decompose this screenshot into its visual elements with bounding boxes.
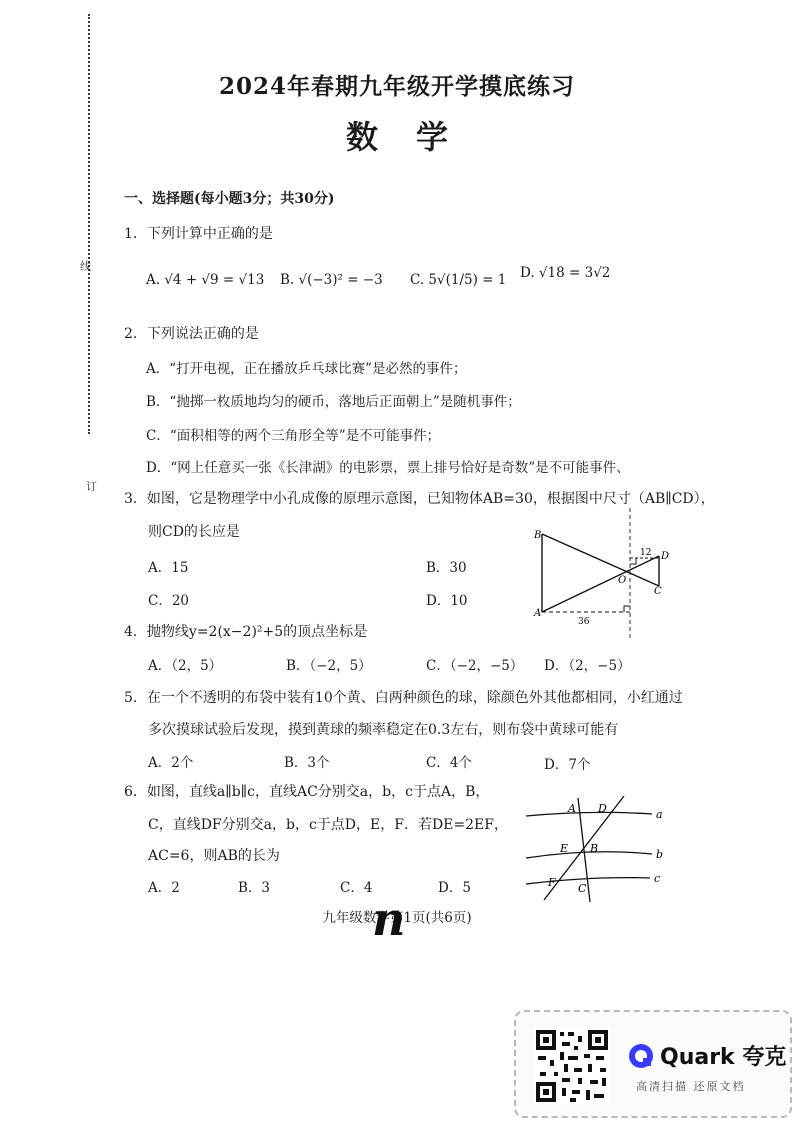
label-a: A: [534, 608, 542, 619]
qr-code-icon: [534, 1028, 610, 1104]
question-2-option-d: D．“网上任意买一张《长津湖》的电影票，票上排号恰好是奇数”是不可能事件、: [146, 460, 630, 476]
binding-mark-line: 线: [80, 260, 91, 273]
pinhole-diagram: [526, 508, 676, 640]
question-5-option-a: A．2个: [148, 755, 194, 771]
question-6-option-b: B．3: [238, 880, 271, 896]
question-4-option-c: C．（−2，−5）: [426, 658, 524, 674]
question-4-option-d: D．（2，−5）: [544, 658, 631, 674]
question-1-stem: 1．下列计算中正确的是: [124, 226, 273, 242]
question-3-option-b: B．30: [426, 560, 467, 576]
question-6-option-a: A．2: [148, 880, 180, 896]
question-5-option-c: C．4个: [426, 755, 472, 771]
line-a: [526, 812, 652, 816]
line-b: [526, 852, 652, 858]
page-title: 2024年春期九年级开学摸底练习: [218, 73, 575, 100]
section-heading: 一、选择题(每小题3分；共30分): [124, 191, 335, 207]
label-b-point: B: [590, 842, 599, 855]
ray-b-to-c: [542, 534, 659, 586]
label-line-b: b: [656, 848, 664, 861]
label-f-point: F: [548, 876, 556, 889]
question-6-stem-2: C，直线DF分别交a，b，c于点D，E，F．若DE=2EF，: [148, 817, 508, 833]
question-5-stem-2: 多次摸球试验后发现，摸到黄球的频率稳定在0.3左右，则布袋中黄球可能有: [148, 722, 619, 738]
subject-title: 数学: [345, 118, 486, 156]
label-12: 12: [640, 548, 652, 558]
quark-brand-text: Quark 夸克: [660, 1045, 787, 1070]
label-d: D: [661, 551, 670, 562]
quark-subtitle: 高清扫描 还原文档: [636, 1080, 746, 1093]
label-b: B: [534, 530, 542, 541]
label-line-a: a: [656, 808, 663, 821]
question-3-stem: 3．如图，它是物理学中小孔成像的原理示意图，已知物体AB=30，根据图中尺寸（AB∥CD），: [124, 491, 715, 507]
right-angle-mark-bottom: [624, 606, 630, 612]
label-a-point: A: [568, 802, 576, 815]
question-6-option-c: C．4: [340, 880, 373, 896]
question-2-option-c: C．“面积相等的两个三角形全等”是不可能事件；: [146, 428, 441, 444]
label-36: 36: [578, 617, 590, 627]
question-3-option-c: C．20: [148, 593, 190, 609]
question-4-option-b: B．（−2，5）: [286, 658, 372, 674]
question-6-stem-3: AC=6，则AB的长为: [148, 848, 280, 864]
label-c: C: [654, 586, 662, 597]
question-2-option-b: B．“抛掷一枚质地均匀的硬币，落地后正面朝上”是随机事件；: [146, 394, 521, 410]
question-1-option-c: C. 5√(1/5) = 1: [410, 272, 507, 288]
ray-a-to-d: [542, 556, 659, 612]
footer-stamp-mark: n: [372, 892, 406, 946]
question-5-option-d: D．7个: [544, 757, 591, 773]
label-e-point: E: [560, 842, 569, 855]
question-5-stem: 5．在一个不透明的布袋中装有10个黄、白两种颜色的球，除颜色外其他都相同，小红通过: [124, 690, 683, 706]
question-3-option-d: D．10: [426, 593, 468, 609]
question-1-option-b: B. √(−3)² = −3: [280, 272, 383, 288]
question-1-option-d: D. √18 = 3√2: [520, 265, 611, 281]
right-angle-mark-top: [630, 558, 636, 564]
label-d-point: D: [598, 802, 607, 815]
label-o: O: [618, 575, 627, 586]
quark-brand: [628, 1040, 786, 1071]
parallel-lines-diagram: [522, 796, 672, 904]
quark-logo-icon: [628, 1043, 654, 1069]
page-footer: 九年级数学第1页(共6页): [322, 910, 472, 926]
question-6-option-d: D．5: [438, 880, 471, 896]
question-5-option-b: B．3个: [284, 755, 330, 771]
label-line-c: c: [654, 872, 661, 885]
question-2-option-a: A．“打开电视，正在播放乒乓球比赛”是必然的事件；: [146, 361, 467, 377]
question-4-option-a: A．（2，5）: [148, 658, 223, 674]
question-3-stem-2: 则CD的长应是: [148, 524, 240, 540]
quark-watermark: [514, 1010, 792, 1118]
question-2-stem: 2．下列说法正确的是: [124, 326, 259, 342]
question-6-stem: 6．如图，直线a∥b∥c，直线AC分别交a，b，c于点A，B，: [124, 784, 490, 800]
question-1-option-a: A. √4 + √9 = √13: [146, 272, 265, 288]
label-c-point: C: [578, 882, 587, 895]
question-4-stem: 4．抛物线y=2(x−2)²+5的顶点坐标是: [124, 624, 368, 640]
question-3-option-a: A．15: [148, 560, 189, 576]
binding-mark-order: 订: [86, 480, 97, 493]
